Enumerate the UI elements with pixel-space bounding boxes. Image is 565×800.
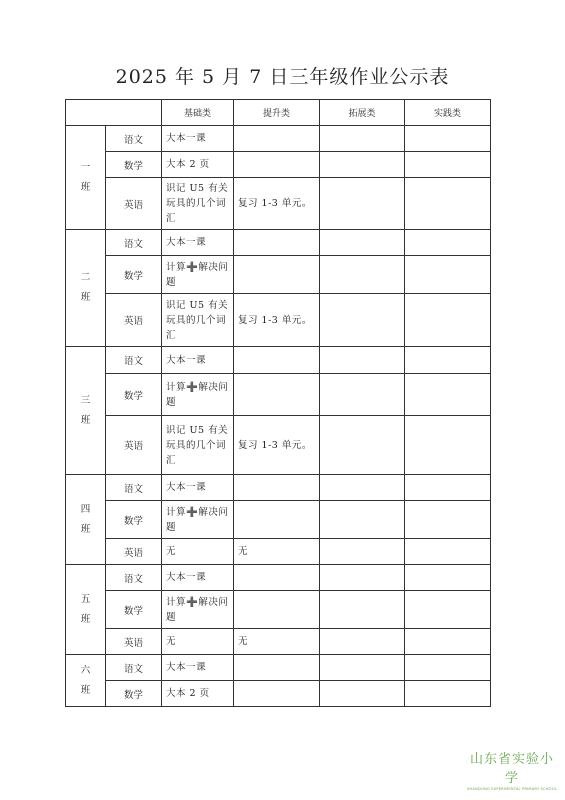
extend-cell xyxy=(320,178,405,230)
practice-cell xyxy=(405,152,491,178)
subject-cell: 英语 xyxy=(106,178,162,230)
subject-cell: 语文 xyxy=(106,126,162,152)
practice-cell xyxy=(405,475,491,501)
extend-cell xyxy=(320,539,405,565)
class-name-cell xyxy=(66,565,106,655)
basic-cell: 识记 U5 有关玩具的几个词汇 xyxy=(162,294,234,347)
practice-cell xyxy=(405,294,491,347)
practice-cell xyxy=(405,416,491,475)
school-logo xyxy=(464,748,560,791)
extend-cell xyxy=(320,374,405,416)
table-row xyxy=(66,178,491,230)
table-row xyxy=(66,347,491,374)
table-row xyxy=(66,565,491,591)
table-row xyxy=(66,374,491,416)
extend-cell xyxy=(320,629,405,655)
table-row xyxy=(66,591,491,629)
basic-cell: 大本一课 xyxy=(162,347,234,374)
improve-cell xyxy=(234,591,320,629)
improve-cell xyxy=(234,475,320,501)
basic-cell: 无 xyxy=(162,539,234,565)
practice-cell xyxy=(405,655,491,681)
class-name: 一 班 xyxy=(80,161,91,193)
basic-cell: 大本一课 xyxy=(162,126,234,152)
practice-cell xyxy=(405,539,491,565)
extend-cell xyxy=(320,256,405,294)
header-row xyxy=(66,100,491,126)
basic-cell: 计算➕解决问题 xyxy=(162,256,234,294)
basic-cell: 大本 2 页 xyxy=(162,152,234,178)
table-body xyxy=(66,126,491,707)
extend-cell xyxy=(320,126,405,152)
practice-cell xyxy=(405,178,491,230)
table-row xyxy=(66,681,491,707)
basic-cell: 计算➕解决问题 xyxy=(162,591,234,629)
subject-cell: 语文 xyxy=(106,475,162,501)
subject-cell: 数学 xyxy=(106,591,162,629)
extend-cell xyxy=(320,416,405,475)
logo-en-text: SHANDONG EXPERIMENTAL PRIMARY SCHOOL xyxy=(467,787,557,791)
basic-cell: 计算➕解决问题 xyxy=(162,374,234,416)
table-row xyxy=(66,294,491,347)
improve-cell xyxy=(234,501,320,539)
basic-cell: 大本一课 xyxy=(162,475,234,501)
basic-cell: 大本 2 页 xyxy=(162,681,234,707)
subject-cell: 语文 xyxy=(106,230,162,256)
subject-cell: 数学 xyxy=(106,501,162,539)
table-row xyxy=(66,416,491,475)
improve-cell xyxy=(234,152,320,178)
header-improve: 提升类 xyxy=(234,100,320,126)
table-row xyxy=(66,539,491,565)
practice-cell xyxy=(405,126,491,152)
class-name: 五 班 xyxy=(80,593,91,625)
practice-cell xyxy=(405,230,491,256)
extend-cell xyxy=(320,655,405,681)
class-name: 六 班 xyxy=(80,664,91,696)
class-name-cell xyxy=(66,655,106,707)
basic-cell: 无 xyxy=(162,629,234,655)
basic-cell: 大本一课 xyxy=(162,230,234,256)
subject-cell: 英语 xyxy=(106,539,162,565)
improve-cell: 无 xyxy=(234,629,320,655)
basic-cell: 计算➕解决问题 xyxy=(162,501,234,539)
subject-cell: 语文 xyxy=(106,565,162,591)
subject-cell: 英语 xyxy=(106,294,162,347)
header-practice: 实践类 xyxy=(405,100,491,126)
header-basic: 基础类 xyxy=(162,100,234,126)
practice-cell xyxy=(405,374,491,416)
improve-cell xyxy=(234,230,320,256)
practice-cell xyxy=(405,681,491,707)
extend-cell xyxy=(320,294,405,347)
class-name: 四 班 xyxy=(80,503,91,535)
extend-cell xyxy=(320,681,405,707)
improve-cell xyxy=(234,681,320,707)
extend-cell xyxy=(320,565,405,591)
subject-cell: 数学 xyxy=(106,256,162,294)
practice-cell xyxy=(405,565,491,591)
class-name-cell xyxy=(66,347,106,475)
basic-cell: 大本一课 xyxy=(162,565,234,591)
class-name-cell xyxy=(66,126,106,230)
table-row xyxy=(66,501,491,539)
improve-cell xyxy=(234,374,320,416)
table-row xyxy=(66,629,491,655)
extend-cell xyxy=(320,501,405,539)
class-name: 二 班 xyxy=(80,272,91,303)
improve-cell xyxy=(234,126,320,152)
extend-cell xyxy=(320,152,405,178)
improve-cell xyxy=(234,565,320,591)
header-extend: 拓展类 xyxy=(320,100,405,126)
improve-cell xyxy=(234,347,320,374)
subject-cell: 数学 xyxy=(106,374,162,416)
extend-cell xyxy=(320,475,405,501)
improve-cell: 复习 1-3 单元。 xyxy=(234,294,320,347)
improve-cell: 无 xyxy=(234,539,320,565)
table-row xyxy=(66,655,491,681)
improve-cell: 复习 1-3 单元。 xyxy=(234,178,320,230)
header-blank xyxy=(66,100,162,126)
subject-cell: 英语 xyxy=(106,629,162,655)
extend-cell xyxy=(320,347,405,374)
subject-cell: 语文 xyxy=(106,655,162,681)
subject-cell: 数学 xyxy=(106,152,162,178)
homework-table xyxy=(65,99,491,707)
class-name-cell xyxy=(66,475,106,565)
class-name-cell xyxy=(66,230,106,347)
practice-cell xyxy=(405,501,491,539)
improve-cell xyxy=(234,256,320,294)
class-name: 三 班 xyxy=(80,394,91,426)
page-title: 2025 年 5 月 7 日三年级作业公示表 xyxy=(115,66,450,88)
table-row xyxy=(66,256,491,294)
table-row xyxy=(66,152,491,178)
subject-cell: 数学 xyxy=(106,681,162,707)
extend-cell xyxy=(320,230,405,256)
subject-cell: 语文 xyxy=(106,347,162,374)
practice-cell xyxy=(405,347,491,374)
improve-cell: 复习 1-3 单元。 xyxy=(234,416,320,475)
subject-cell: 英语 xyxy=(106,416,162,475)
logo-cn-text: 山东省实验小学 xyxy=(469,752,554,786)
table-row xyxy=(66,230,491,256)
basic-cell: 大本一课 xyxy=(162,655,234,681)
basic-cell: 识记 U5 有关玩具的几个词汇 xyxy=(162,178,234,230)
basic-cell: 识记 U5 有关玩具的几个词汇 xyxy=(162,416,234,475)
table-row xyxy=(66,126,491,152)
practice-cell xyxy=(405,256,491,294)
practice-cell xyxy=(405,591,491,629)
improve-cell xyxy=(234,655,320,681)
table-row xyxy=(66,475,491,501)
practice-cell xyxy=(405,629,491,655)
extend-cell xyxy=(320,591,405,629)
